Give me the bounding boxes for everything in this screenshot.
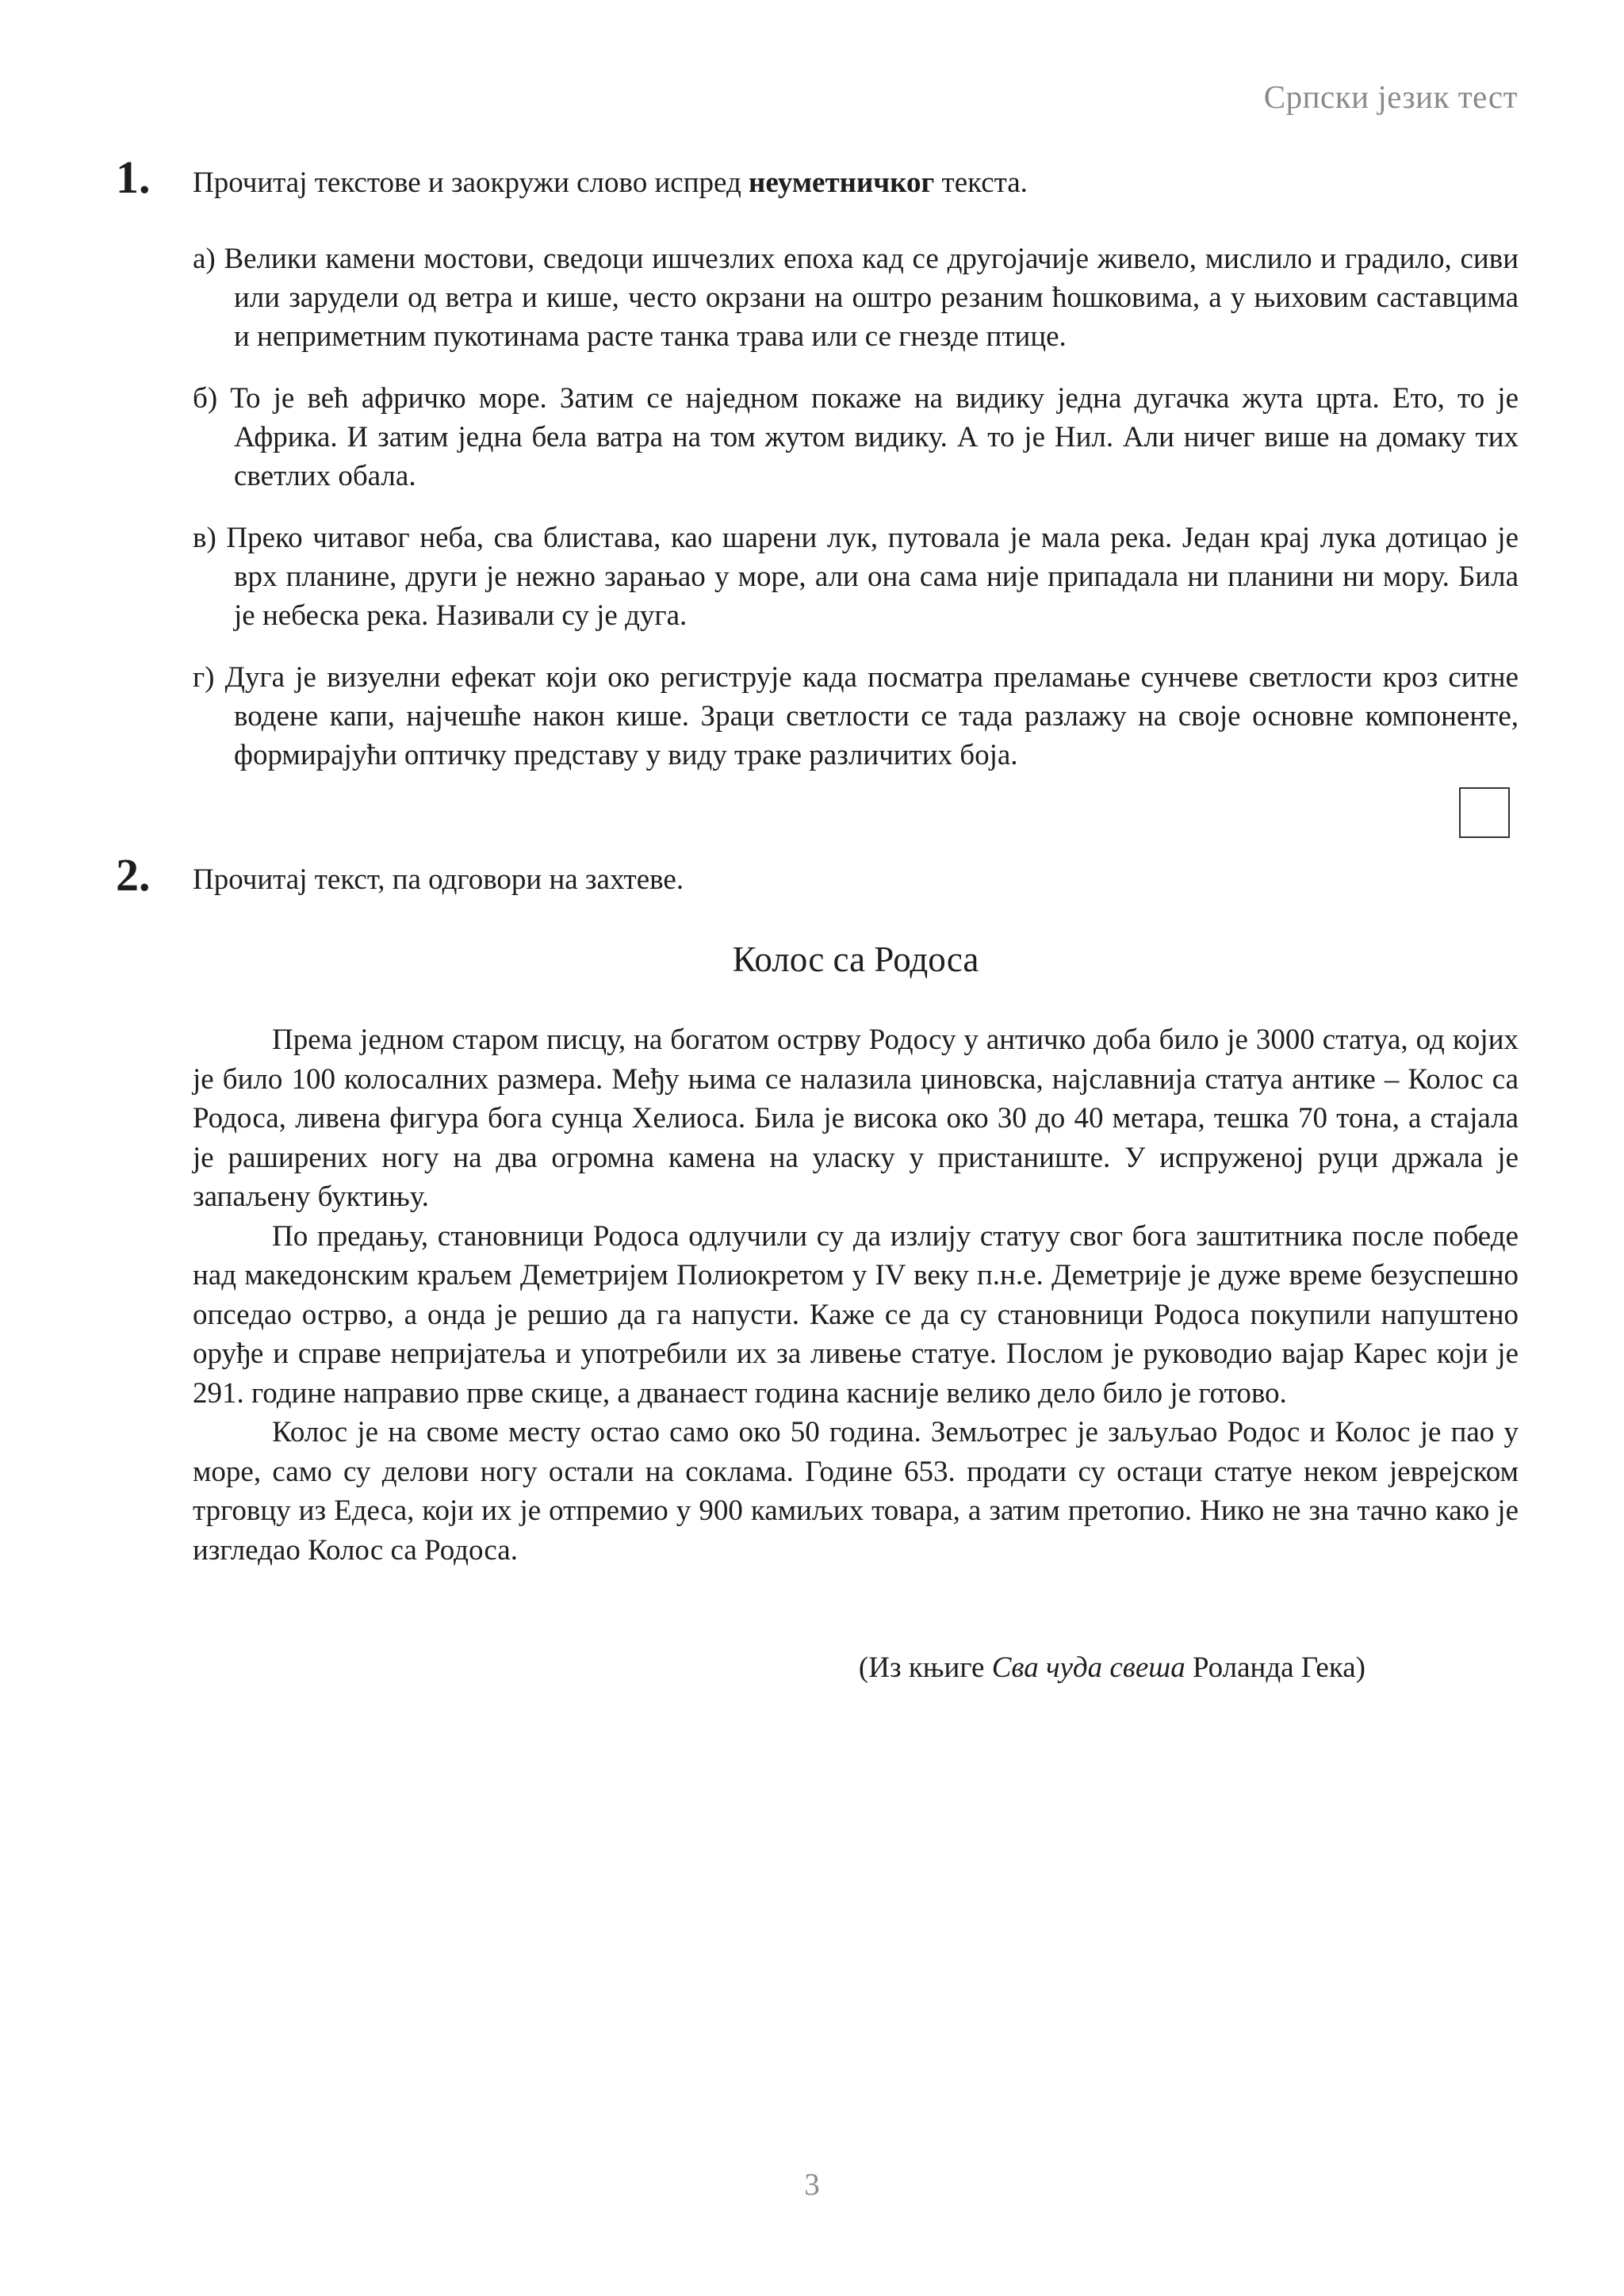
question-1-prompt — [193, 166, 1028, 200]
option-v[interactable]: в) Преко читавог неба, сва блистава, као шарени лук, путовала је мала река. Један крај лука дотицао је врх планине, други је нежно зарањао у море, али она сама није припадала ни планини ни мору. Била је небеска река. Називали су је дуга. — [193, 522, 1519, 632]
question-1-number: 1. — [116, 151, 151, 203]
question-1-prompt-end: текста. — [934, 166, 1028, 199]
source-book-title: Сва чуда свеша — [991, 1651, 1185, 1684]
question-2-prompt: Прочитај текст, па одговори на захтеве. — [193, 863, 684, 896]
option-g[interactable]: г) Дуга је визуелни ефекат који око региструје када посматра преламање сунчеве светлости кроз ситне водене капи, најчешће након кише. Зраци светлости се тада разлажу на своје основне компоненте, формирајући оптичку представу у виду траке различитих боја. — [193, 661, 1519, 771]
page-header: Српски језик тест — [1263, 78, 1518, 115]
source-author: Роланда Гека) — [1185, 1651, 1365, 1684]
question-1-prompt-start: Прочитај текстове и заокружи слово испред — [193, 166, 749, 199]
question-1-options — [193, 239, 1519, 798]
answer-box[interactable] — [1459, 787, 1510, 838]
option-b[interactable]: б) То је већ афричко море. Затим се наједном покаже на видику једна дугачка жута црта. Ето, то је Африка. И затим једна бела ватра на том жутом видику. А то је Нил. Али ничег више на домаку тих светлих обала. — [193, 382, 1519, 492]
question-2-number: 2. — [116, 849, 151, 901]
story-paragraph: Према једном старом писцу, на богатом острву Родосу у античко доба било је 3000 статуа, од којих је било 100 колосалних размера. Међу њима се налазила џиновска, најславнија статуа антике – Колос са Родоса, ливена фигура бога сунца Хелиоса. Била је висока око 30 до 40 метара, тешка 70 тона, а стајала је раширених ногу на два огромна камена на уласку у пристаниште. У испруженој руци држала је запаљену буктињу. — [193, 1024, 1519, 1213]
story-source — [859, 1651, 1365, 1685]
story-title: Колос са Родоса — [732, 939, 979, 979]
story-text — [193, 1020, 1519, 1570]
page-number: 3 — [804, 2168, 820, 2202]
question-1-prompt-emphasis: неуметничког — [749, 166, 935, 199]
option-a[interactable]: а) Велики камени мостови, сведоци ишчезлих епоха кад се другојачије живело, мислило и градило, сиви или зарудели од ветра и кише, често окрзани на оштро резаним ћошковима, а у њиховим саставцима и неприметним пукотинама расте танка трава или се гнезде птице. — [193, 243, 1519, 353]
source-prefix: (Из књиге — [858, 1651, 992, 1684]
story-paragraph: Колос је на своме месту остао само око 50 година. Земљотрес је заљуљао Родос и Колос је пао у море, само су делови ногу остали на соклама. Године 653. продати су остаци статуе неком јеврејском трговцу из Едеса, који их је отпремио у 900 камиљих товара, а затим претопио. Нико не зна тачно како је изгледао Колос са Родоса. — [193, 1416, 1519, 1567]
story-paragraph: По предању, становници Родоса одлучили су да излију статуу свог бога заштитника после победе над македонским краљем Деметријем Полиокретом у IV веку п.н.е. Деметрије је дуже време безуспешно опседао острво, а онда је решио да га напусти. Каже се да су становници Родоса покупили напуштено оруђе и справе непријатеља и употребили их за ливење статуе. Послом је руководио вајар Карес који је 291. године направио прве скице, а дванаест година касније велико дело било је готово. — [193, 1219, 1519, 1410]
